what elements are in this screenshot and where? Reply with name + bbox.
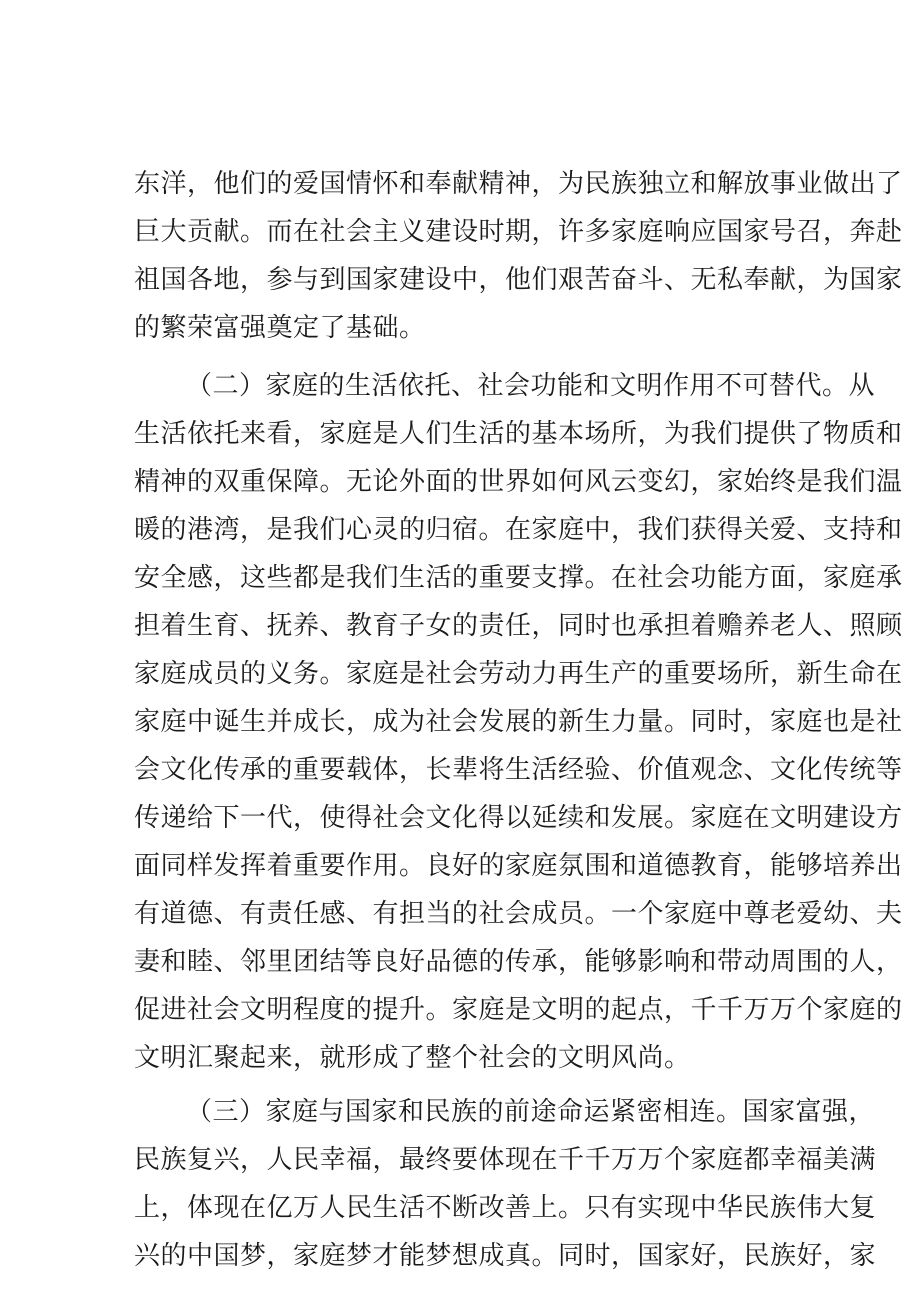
paragraph-1 xyxy=(134,160,903,352)
text-line: 上，体现在亿万人民生活不断改善上。只有实现中华民族伟大复 xyxy=(134,1193,877,1223)
text-line: 家庭中诞生并成长，成为社会发展的新生力量。同时，家庭也是社 xyxy=(134,707,903,737)
text-line: 有道德、有责任感、有担当的社会成员。一个家庭中尊老爱幼、夫 xyxy=(134,899,903,929)
text-line: 暖的港湾，是我们心灵的归宿。在家庭中，我们获得关爱、支持和 xyxy=(134,515,903,545)
text-line: 会文化传承的重要载体，长辈将生活经验、价值观念、文化传统等 xyxy=(134,755,903,785)
text-line: 民族复兴，人民幸福，最终要体现在千千万万个家庭都幸福美满 xyxy=(134,1145,877,1175)
text-line: 生活依托来看，家庭是人们生活的基本场所，为我们提供了物质和 xyxy=(134,419,903,449)
text-line: 精神的双重保障。无论外面的世界如何风云变幻，家始终是我们温 xyxy=(134,467,903,497)
text-line: 妻和睦、邻里团结等良好品德的传承，能够影响和带动周围的人， xyxy=(134,947,903,977)
text-line: 安全感，这些都是我们生活的重要支撑。在社会功能方面，家庭承 xyxy=(134,563,903,593)
paragraph-2 xyxy=(134,362,903,1082)
text-line: 兴的中国梦，家庭梦才能梦想成真。同时，国家好，民族好，家 xyxy=(134,1241,877,1271)
text-line: 面同样发挥着重要作用。良好的家庭氛围和道德教育，能够培养出 xyxy=(134,851,903,881)
text-line: 祖国各地，参与到国家建设中，他们艰苦奋斗、无私奉献，为国家 xyxy=(134,265,903,295)
text-line: 东洋，他们的爱国情怀和奉献精神，为民族独立和解放事业做出了 xyxy=(134,169,903,199)
text-line: 担着生育、抚养、教育子女的责任，同时也承担着赡养老人、照顾 xyxy=(134,611,903,641)
document-body xyxy=(134,160,903,1280)
text-line: 文明汇聚起来，就形成了整个社会的文明风尚。 xyxy=(134,1043,691,1073)
text-line: 巨大贡献。而在社会主义建设时期，许多家庭响应国家号召，奔赴 xyxy=(134,217,903,247)
text-line: （二）家庭的生活依托、社会功能和文明作用不可替代。从 xyxy=(186,371,876,401)
text-line: 促进社会文明程度的提升。家庭是文明的起点，千千万万个家庭的 xyxy=(134,995,903,1025)
text-line: （三）家庭与国家和民族的前途命运紧密相连。国家富强， xyxy=(186,1097,876,1127)
paragraph-3 xyxy=(134,1088,877,1280)
text-line: 的繁荣富强奠定了基础。 xyxy=(134,313,426,343)
text-line: 传递给下一代，使得社会文化得以延续和发展。家庭在文明建设方 xyxy=(134,803,903,833)
text-line: 家庭成员的义务。家庭是社会劳动力再生产的重要场所，新生命在 xyxy=(134,659,903,689)
